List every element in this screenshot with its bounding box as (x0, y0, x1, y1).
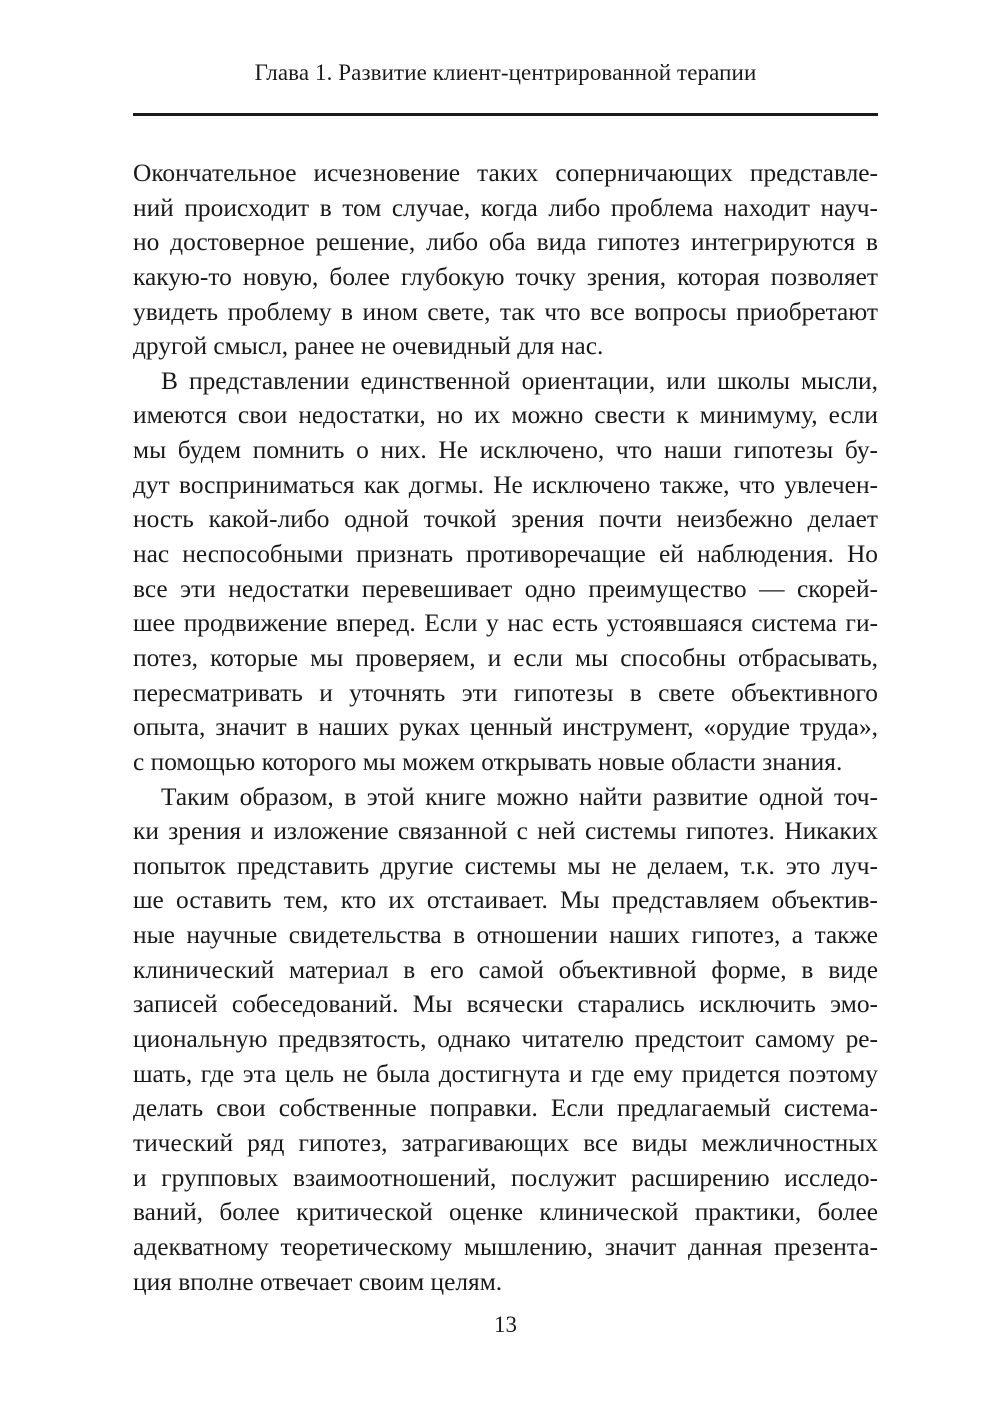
text-line: с помощью которого мы можем открывать новые области знания. (133, 747, 843, 776)
text-line: имеются свои недостатки, но их можно свести к минимуму, если (133, 401, 878, 430)
text-line: но достоверное решение, либо оба вида гипотез интегрируются в (133, 228, 878, 257)
page-number: 13 (494, 1312, 517, 1337)
text-line: ваний, более критической оценке клинической практики, более (133, 1198, 878, 1227)
text-line: пересматривать и уточнять эти гипотезы в свете объективного (133, 678, 878, 707)
text-line: опыта, значит в наших руках ценный инструмент, «орудие труда», (133, 713, 878, 742)
text-line: и групповых взаимоотношений, послужит расширению исследо- (133, 1163, 878, 1192)
text-line: шее продвижение вперед. Если у нас есть устоявшаяся система ги- (133, 609, 878, 638)
running-head: Глава 1. Развитие клиент-центрированной терапии (254, 60, 757, 85)
text-line: какую-то новую, более глубокую точку зрения, которая позволяет (133, 262, 878, 291)
text-line: нас неспособными признать противоречащие ей наблюдения. Но (133, 540, 878, 569)
paragraph (133, 364, 878, 780)
header-rule (133, 113, 878, 116)
text-line: делать свои собственные поправки. Если предлагаемый система- (133, 1094, 878, 1123)
text-line: Таким образом, в этой книге можно найти развитие одной точ- (161, 782, 878, 811)
text-line: ность какой-либо одной точкой зрения почти неизбежно делает (133, 505, 878, 534)
text-line: ний происходит в том случае, когда либо проблема находит науч- (133, 193, 878, 222)
text-line: адекватному теоретическому мышлению, значит данная презента- (133, 1232, 878, 1261)
text-line: мы будем помнить о них. Не исключено, что наши гипотезы бу- (133, 436, 878, 465)
paragraph (133, 780, 878, 1300)
text-line: В представлении единственной ориентации, или школы мысли, (161, 366, 878, 395)
text-line: шать, где эта цель не была достигнута и где ему придется поэтому (133, 1059, 878, 1088)
text-line: ше оставить тем, кто их отстаивает. Мы представляем объектив- (133, 886, 878, 915)
text-line: увидеть проблему в ином свете, так что все вопросы приобретают (133, 297, 878, 326)
text-line: все эти недостатки перевешивает одно преимущество — скорей- (133, 574, 878, 603)
text-line: дут восприниматься как догмы. Не исключено также, что увлечен- (133, 470, 878, 499)
text-line: ные научные свидетельства в отношении наших гипотез, а также (133, 921, 878, 950)
paragraph (133, 156, 878, 364)
text-line: попыток представить другие системы мы не делаем, т.к. это луч- (133, 851, 878, 880)
text-line: ки зрения и изложение связанной с ней системы гипотез. Никаких (133, 817, 878, 846)
text-line: клинический материал в его самой объективной форме, в виде (133, 955, 878, 984)
text-line: потез, которые мы проверяем, и если мы способны отбрасывать, (133, 643, 878, 672)
body-text (133, 156, 878, 1299)
text-line: циональную предвзятость, однако читателю предстоит самому ре- (133, 1025, 878, 1054)
text-line: Окончательное исчезновение таких соперничающих представле- (133, 159, 878, 187)
text-line: записей собеседований. Мы всячески старались исключить эмо- (133, 990, 878, 1019)
text-line: тический ряд гипотез, затрагивающих все виды межличностных (133, 1128, 878, 1157)
text-line: другой смысл, ранее не очевидный для нас. (133, 332, 604, 361)
text-line: ция вполне отвечает своим целям. (133, 1267, 503, 1296)
